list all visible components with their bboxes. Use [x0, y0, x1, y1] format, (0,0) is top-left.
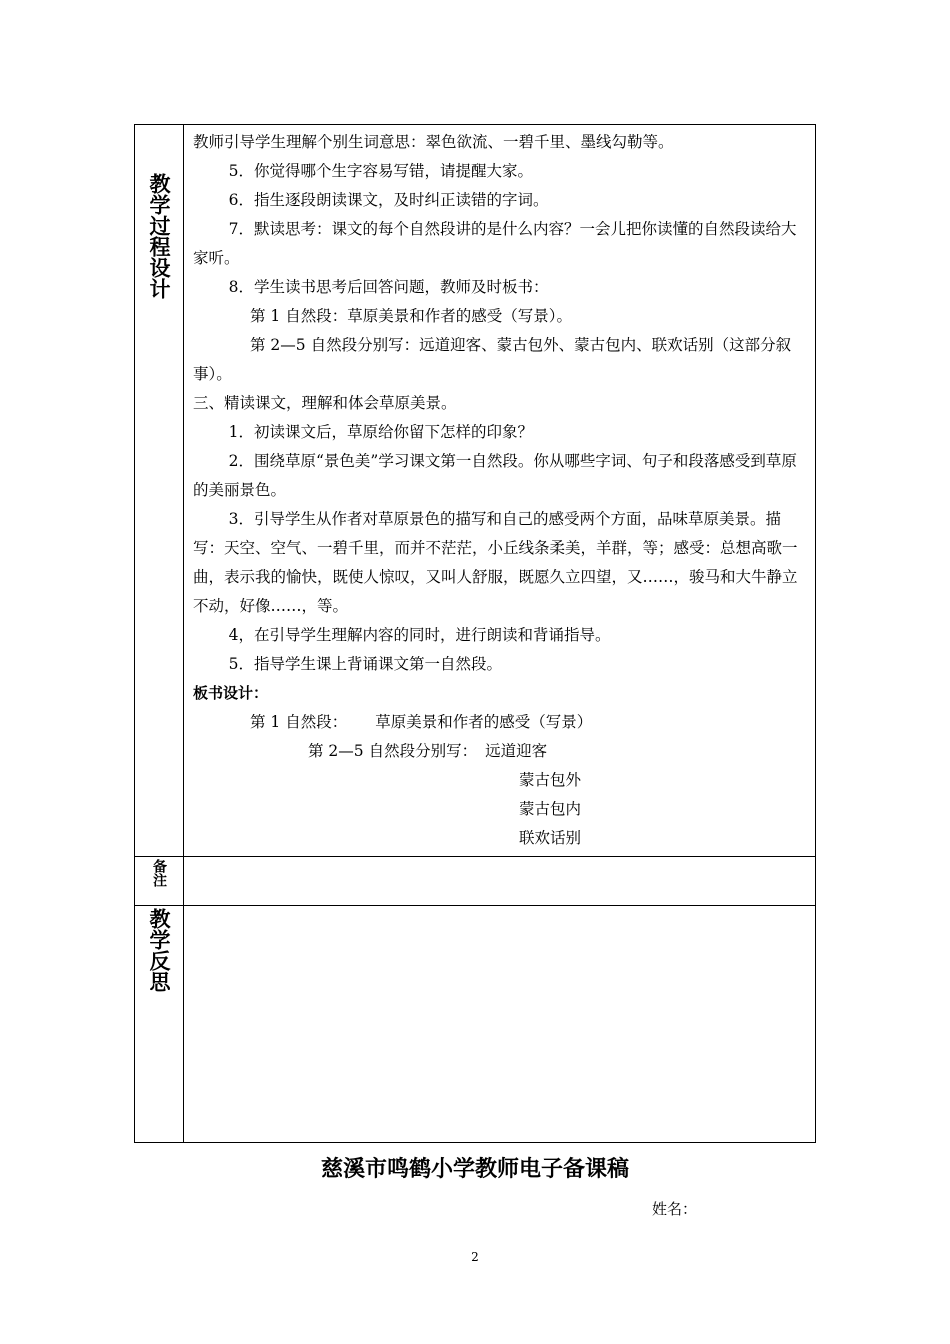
- process-line: 4，在引导学生理解内容的同时，进行朗读和背诵指导。: [228, 626, 611, 644]
- remark-content-cell: [184, 857, 816, 906]
- board-line-1-text: 草原美景和作者的感受（写景）: [375, 713, 593, 731]
- reflection-label: 教学反思: [147, 908, 171, 992]
- process-line: 1．初读课文后，草原给你留下怎样的印象？: [228, 423, 534, 441]
- process-line: 8．学生读书思考后回答问题，教师及时板书：: [228, 278, 549, 296]
- board-line-1: [193, 708, 807, 737]
- process-line: 教师引导学生理解个别生词意思：翠色欲流、一碧千里、墨线勾勒等。: [193, 133, 674, 151]
- process-line: 三、精读课文，理解和体会草原美景。: [193, 394, 457, 412]
- reflection-content-cell: [184, 906, 816, 1143]
- board-line-2: [193, 737, 807, 766]
- name-label: 姓名：: [652, 1200, 698, 1218]
- remark-label: 备注: [151, 859, 167, 887]
- process-line: [193, 331, 807, 389]
- board-line-1-label: 第 1 自然段：: [250, 713, 348, 731]
- process-row: [135, 125, 816, 857]
- remark-row: [135, 857, 816, 906]
- reflection-row: [135, 906, 816, 1143]
- process-line: 7．默读思考：课文的每个自然段讲的是什么内容？一会儿把你读懂的自然段读给大家听。: [193, 220, 797, 267]
- lesson-plan-table: [134, 124, 816, 1143]
- process-label: 教学过程设计: [147, 173, 171, 299]
- reflection-label-cell: [135, 906, 184, 1143]
- board-item: 联欢话别: [519, 829, 582, 847]
- process-content-cell: [184, 125, 816, 857]
- process-line-text: 第 2—5 自然段分别写：远道迎客、蒙古包外、蒙古包内、联欢话别（这部分叙事）。: [193, 336, 792, 383]
- process-line: 2．围绕草原“景色美”学习课文第一自然段。你从哪些字词、句子和段落感受到草原的美丽景色。: [193, 452, 797, 499]
- board-line-2-text: 远道迎客: [485, 742, 548, 760]
- remark-label-cell: [135, 857, 184, 906]
- document-title: 慈溪市鸣鹤小学教师电子备课稿: [320, 1157, 629, 1182]
- process-line: 5．指导学生课上背诵课文第一自然段。: [228, 655, 503, 673]
- process-content: [184, 125, 815, 853]
- board-title: 板书设计：: [193, 684, 269, 702]
- page-number: 2: [471, 1250, 479, 1264]
- board-item: 蒙古包外: [519, 771, 582, 789]
- board-line-2-label: 第 2—5 自然段分别写：: [308, 742, 478, 760]
- process-line: 第 1 自然段：草原美景和作者的感受（写景）。: [250, 307, 572, 325]
- process-line: 3．引导学生从作者对草原景色的描写和自己的感受两个方面，品味草原美景。描写：天空、空气、一碧千里，而并不茫茫，小丘线条柔美，羊群，等；感受：总想高歌一曲，表示我的愉快，既使人惊叹，又叫人舒服，既愿久立四望，又……，骏马和大牛静立不动，好像……，等。: [193, 510, 798, 615]
- board-item: 蒙古包内: [519, 800, 582, 818]
- process-line: 5．你觉得哪个生字容易写错，请提醒大家。: [228, 162, 534, 180]
- process-line: 6．指生逐段朗读课文，及时纠正读错的字词。: [228, 191, 549, 209]
- process-label-cell: [135, 125, 184, 857]
